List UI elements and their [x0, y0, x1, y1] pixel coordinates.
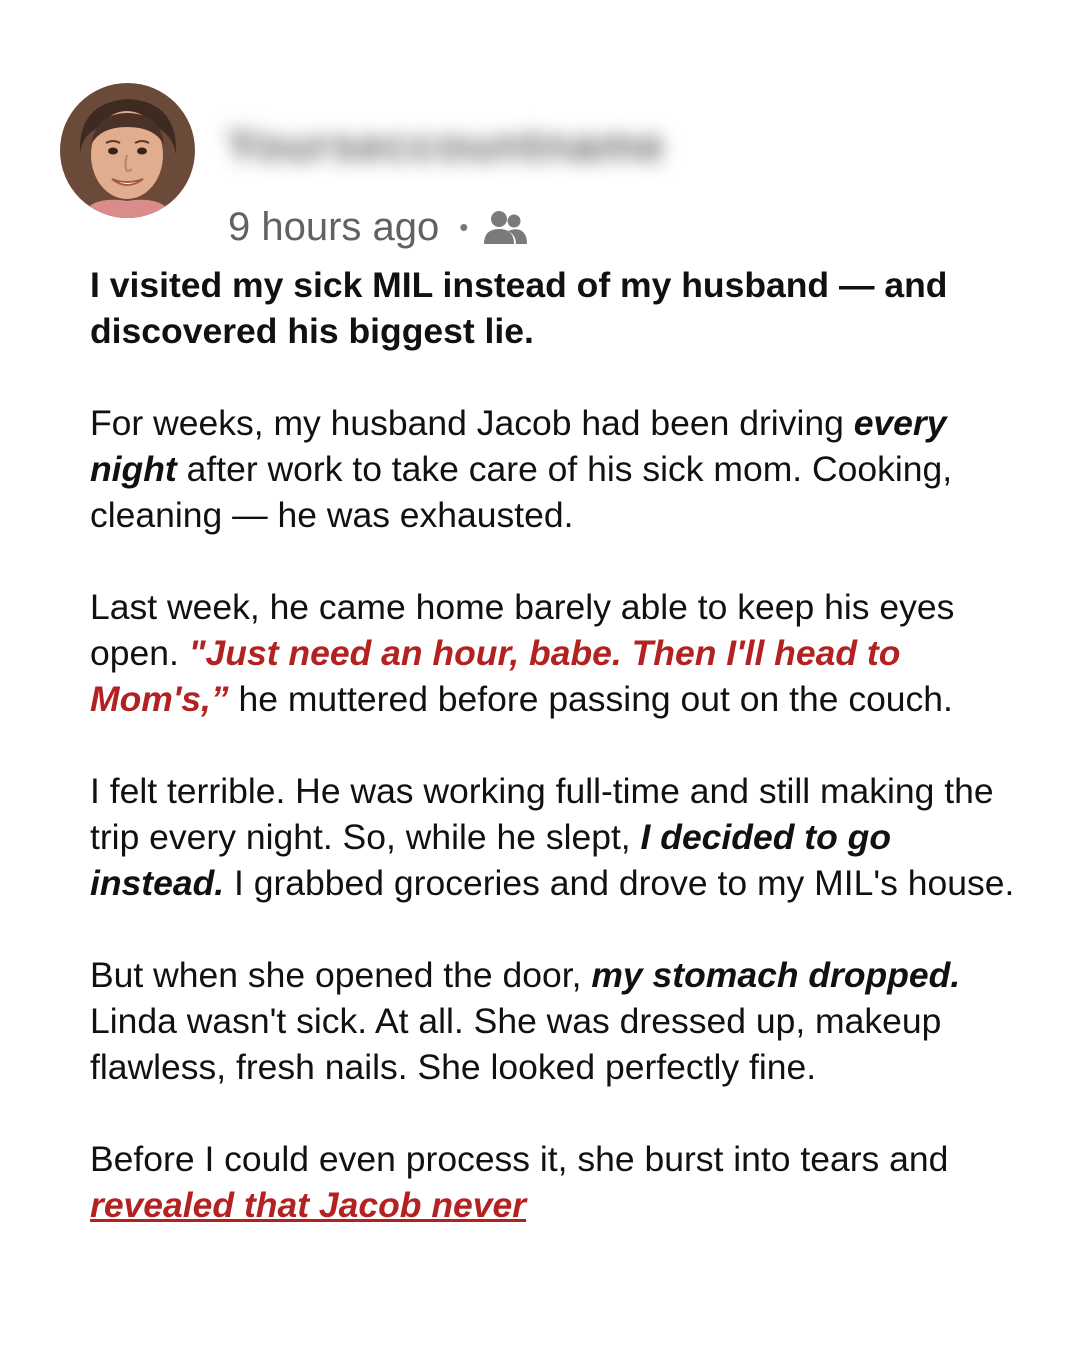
text-span: I grabbed groceries and drove to my MIL's house. [224, 863, 1015, 903]
reveal-highlight: revealed that Jacob never [90, 1185, 527, 1225]
username[interactable]: Yourseccountname [226, 119, 666, 171]
separator-dot: • [459, 211, 469, 242]
paragraph-3 [90, 768, 1020, 906]
user-avatar-icon [60, 83, 195, 218]
avatar[interactable] [60, 83, 195, 218]
quote-highlight: "Just need an hour, babe. Then I'll head to Mom's,” [90, 633, 901, 719]
text-span: Linda wasn't sick. At all. She was dressed up, makeup flawless, fresh nails. She looked perfectly fine. [90, 1001, 942, 1087]
paragraph-1 [90, 400, 1020, 538]
paragraph-4 [90, 952, 1020, 1090]
text-span: For weeks, my husband Jacob had been driving [90, 403, 854, 443]
post-title: I visited my sick MIL instead of my husband — and discovered his biggest lie. [90, 265, 948, 351]
text-span: Last week, he came home barely able to keep his eyes open. [90, 587, 955, 673]
post-meta [228, 201, 528, 253]
friends-group-icon[interactable] [482, 208, 528, 246]
text-span: he muttered before passing out on the couch. [228, 679, 953, 719]
emphasis-text: my stomach dropped. [591, 955, 961, 995]
text-span: after work to take care of his sick mom. Cooking, cleaning — he was exhausted. [90, 449, 953, 535]
text-span: Before I could even process it, she burst into tears and [90, 1139, 949, 1179]
timestamp[interactable]: 9 hours ago [228, 204, 440, 249]
paragraph-2 [90, 584, 1020, 722]
paragraph-5 [90, 1136, 1020, 1228]
post-body [90, 262, 1020, 1274]
text-span: I felt terrible. He was working full-time and still making the trip every night. So, while he slept, [90, 771, 994, 857]
emphasis-text: I decided to go instead. [90, 817, 892, 903]
emphasis-text: every night [90, 403, 947, 489]
text-span: But when she opened the door, [90, 955, 592, 995]
